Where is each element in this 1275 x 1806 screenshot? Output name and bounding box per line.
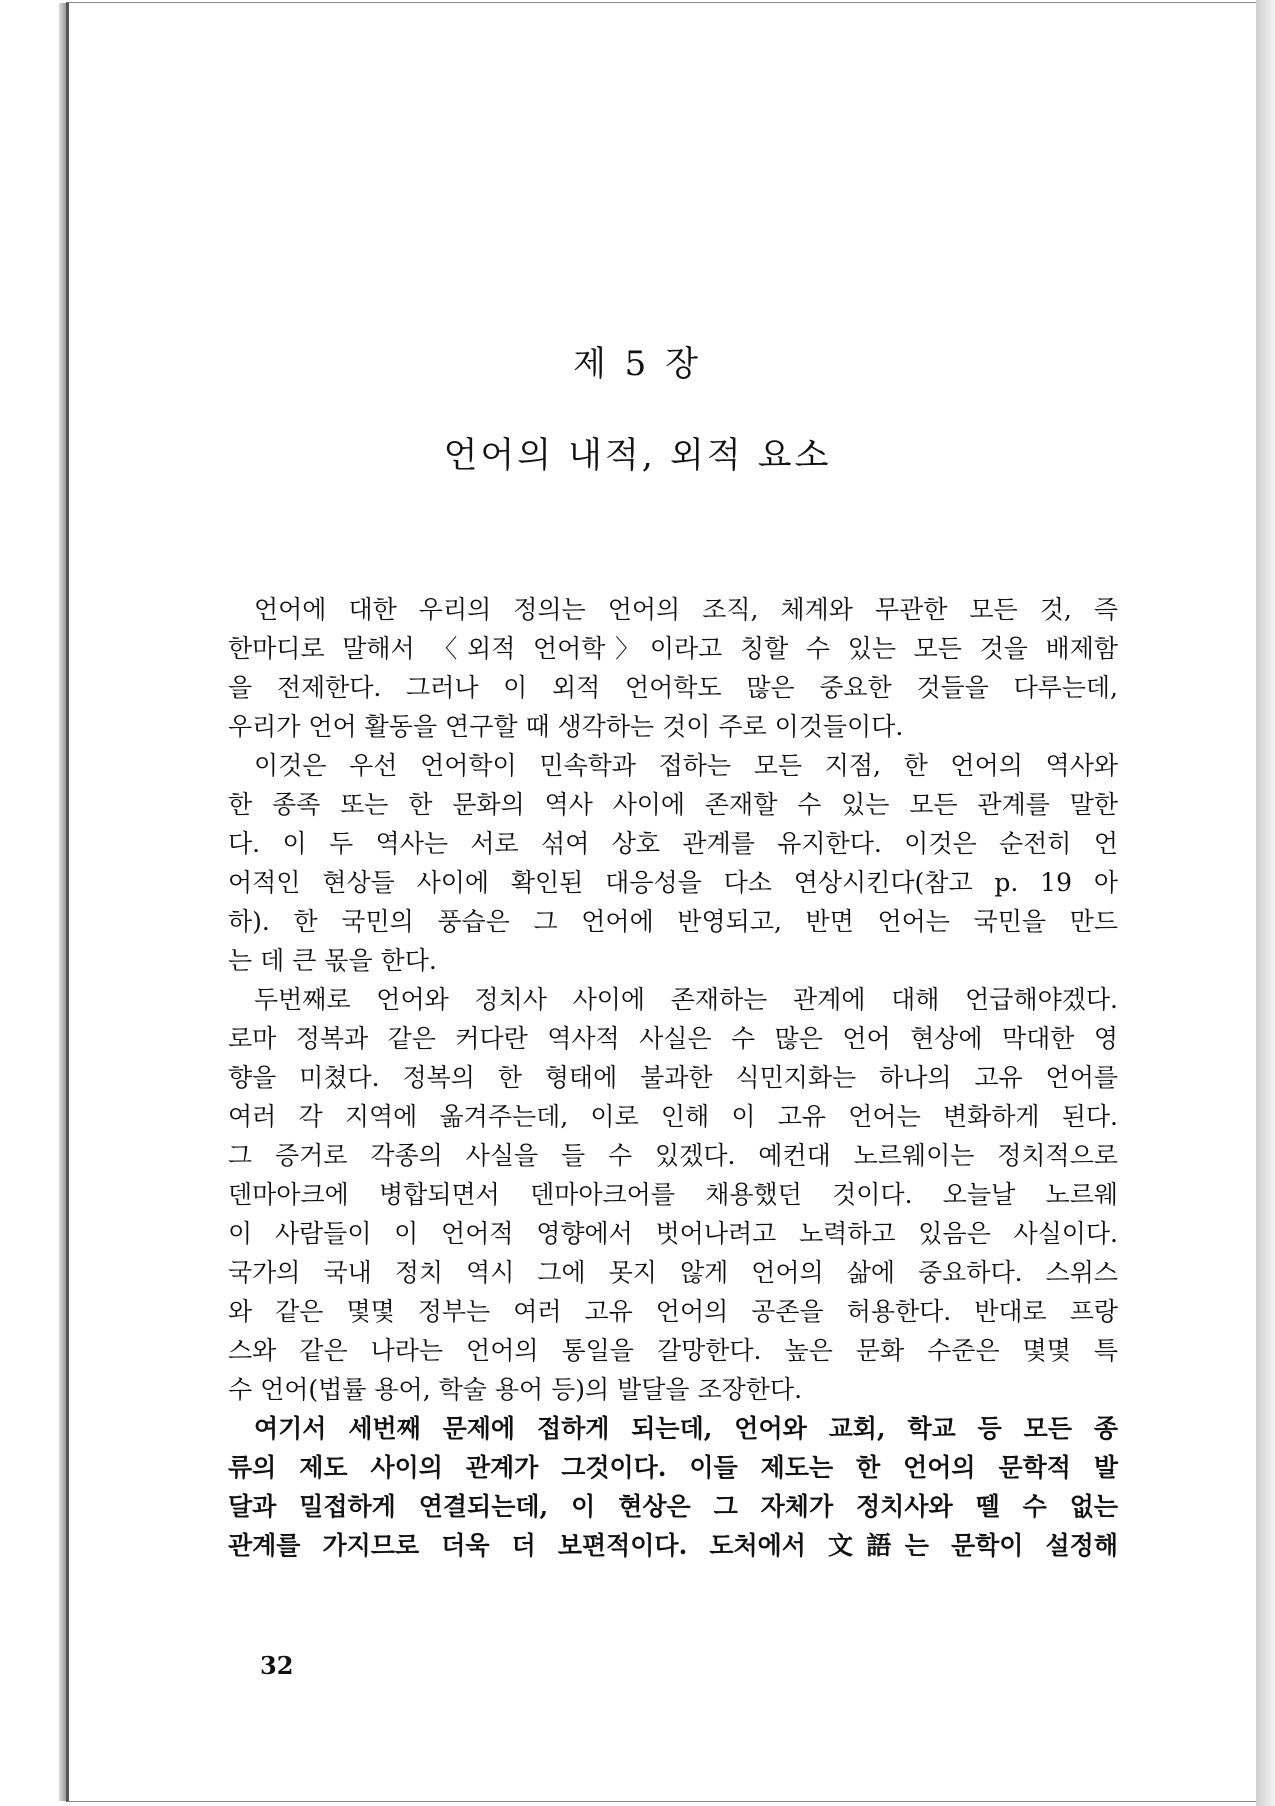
page-edge-shadow xyxy=(1256,0,1275,1806)
text-line: 언어에 대한 우리의 정의는 언어의 조직, 체계와 무관한 모든 것, 즉 xyxy=(254,595,1118,624)
page-number: 32 xyxy=(260,1651,294,1680)
text-line: 국가의 국내 정치 역시 그에 못지 않게 언어의 삶에 중요하다. 스위스 xyxy=(228,1258,1118,1287)
text-line: 덴마아크에 병합되면서 덴마아크어를 채용했던 것이다. 오늘날 노르웨 xyxy=(228,1180,1118,1209)
text-line: 어적인 현상들 사이에 확인된 대응성을 다소 연상시킨다(참고 p. 19 아 xyxy=(228,868,1118,897)
text-line: 하). 한 국민의 풍습은 그 언어에 반영되고, 반면 언어는 국민을 만드 xyxy=(228,907,1118,936)
text-line: 그 증거로 각종의 사실을 들 수 있겠다. 예컨대 노르웨이는 정치적으로 xyxy=(228,1141,1118,1170)
body-text xyxy=(228,590,1118,1565)
text-line: 여기서 세번째 문제에 접하게 되는데, 언어와 교회, 학교 등 모든 종 xyxy=(254,1414,1118,1443)
chapter-number: 제 5 장 xyxy=(573,344,702,384)
text-line: 와 같은 몇몇 정부는 여러 고유 언어의 공존을 허용한다. 반대로 프랑 xyxy=(228,1297,1118,1326)
text-line: 한마디로 말해서 〈외적 언어학〉이라고 칭할 수 있는 모든 것을 배제함 xyxy=(228,634,1118,663)
text-line: 스와 같은 나라는 언어의 통일을 갈망한다. 높은 문화 수준은 몇몇 특 xyxy=(228,1336,1118,1365)
paragraph-3 xyxy=(228,980,1118,1409)
text-line: 달과 밀접하게 연결되는데, 이 현상은 그 자체가 정치사와 뗄 수 없는 xyxy=(228,1492,1118,1521)
text-line: 다. 이 두 역사는 서로 섞여 상호 관계를 유지한다. 이것은 순전히 언 xyxy=(228,829,1118,858)
text-line: 여러 각 지역에 옮겨주는데, 이로 인해 이 고유 언어는 변화하게 된다. xyxy=(228,1102,1118,1131)
text-line: 류의 제도 사이의 관계가 그것이다. 이들 제도는 한 언어의 문학적 발 xyxy=(228,1453,1118,1482)
text-line: 우리가 언어 활동을 연구할 때 생각하는 것이 주로 이것들이다. xyxy=(228,712,904,741)
text-line: 한 종족 또는 한 문화의 역사 사이에 존재할 수 있는 모든 관계를 말한 xyxy=(228,790,1118,819)
text-line: 향을 미쳤다. 정복의 한 형태에 불과한 식민지화는 하나의 고유 언어를 xyxy=(228,1063,1118,1092)
paragraph-4 xyxy=(228,1409,1118,1565)
paragraph-1 xyxy=(228,590,1118,746)
text-line: 수 언어(법률 용어, 학술 용어 등)의 발달을 조장한다. xyxy=(228,1375,803,1404)
text-line: 을 전제한다. 그러나 이 외적 언어학도 많은 중요한 것들을 다루는데, xyxy=(228,673,1118,702)
text-line: 이것은 우선 언어학이 민속학과 접하는 모든 지점, 한 언어의 역사와 xyxy=(254,751,1118,780)
text-line: 관계를 가지므로 더욱 더 보편적이다. 도처에서 文語는 문학이 설정해 xyxy=(228,1531,1118,1560)
paragraph-2 xyxy=(228,746,1118,980)
text-line: 는 데 큰 몫을 한다. xyxy=(228,946,437,975)
text-line: 두번째로 언어와 정치사 사이에 존재하는 관계에 대해 언급해야겠다. xyxy=(254,985,1118,1014)
text-line: 로마 정복과 같은 커다란 역사적 사실은 수 많은 언어 현상에 막대한 영 xyxy=(228,1024,1118,1053)
text-line: 이 사람들이 이 언어적 영향에서 벗어나려고 노력하고 있음은 사실이다. xyxy=(228,1219,1118,1248)
chapter-title: 언어의 내적, 외적 요소 xyxy=(443,436,832,476)
